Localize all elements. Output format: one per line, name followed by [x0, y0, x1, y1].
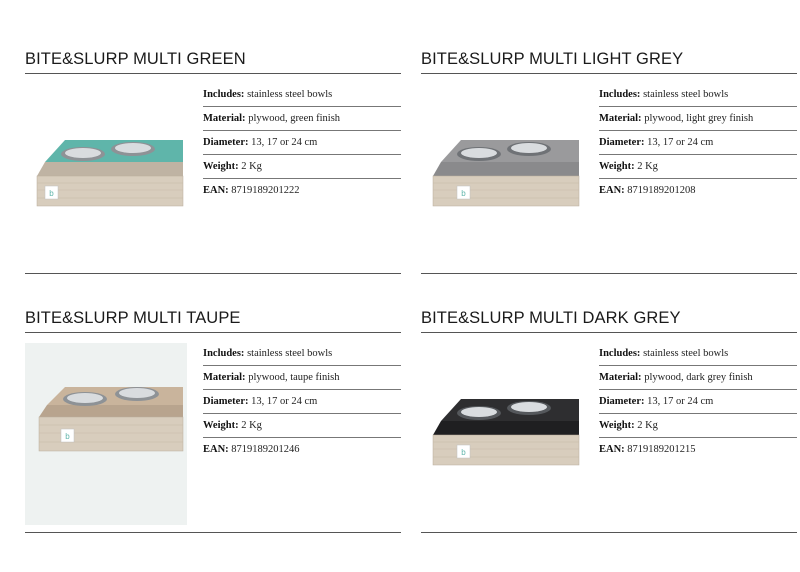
- svg-text:b: b: [461, 448, 466, 457]
- spec-material: Material: plywood, green finish: [203, 108, 401, 131]
- product-photo: [421, 341, 583, 469]
- spec-ean: EAN: 8719189201208: [599, 185, 696, 196]
- spec-diameter: Diameter: 13, 17 or 24 cm: [599, 391, 797, 414]
- product-title: BITE&SLURP MULTI DARK GREY: [421, 309, 681, 327]
- product-card-light-grey: [421, 48, 797, 298]
- spec-ean: EAN: 8719189201222: [203, 185, 300, 196]
- spec-ean: EAN: 8719189201246: [203, 444, 300, 455]
- spec-weight: Weight: 2 Kg: [599, 415, 797, 438]
- spec-list: [599, 343, 797, 462]
- product-card-green: [25, 48, 401, 298]
- product-photo: [25, 343, 187, 525]
- svg-text:b: b: [461, 189, 466, 198]
- spec-weight: Weight: 2 Kg: [599, 156, 797, 179]
- bottom-divider: [25, 273, 401, 274]
- spec-includes: Includes: stainless steel bowls: [599, 343, 797, 366]
- bottom-divider: [25, 532, 401, 533]
- spec-list: [599, 84, 797, 203]
- bottom-divider: [421, 273, 797, 274]
- title-divider: [421, 73, 797, 74]
- title-divider: [421, 332, 797, 333]
- spec-includes: Includes: stainless steel bowls: [599, 84, 797, 107]
- product-photo: [25, 82, 187, 210]
- title-divider: [25, 332, 401, 333]
- product-card-taupe: [25, 307, 401, 557]
- product-card-dark-grey: [421, 307, 797, 557]
- title-divider: [25, 73, 401, 74]
- spec-diameter: Diameter: 13, 17 or 24 cm: [203, 391, 401, 414]
- spec-list: [203, 84, 401, 203]
- svg-text:b: b: [49, 189, 54, 198]
- product-title: BITE&SLURP MULTI TAUPE: [25, 309, 241, 327]
- spec-list: [203, 343, 401, 462]
- spec-diameter: Diameter: 13, 17 or 24 cm: [599, 132, 797, 155]
- product-title: BITE&SLURP MULTI GREEN: [25, 50, 246, 68]
- spec-weight: Weight: 2 Kg: [203, 156, 401, 179]
- spec-diameter: Diameter: 13, 17 or 24 cm: [203, 132, 401, 155]
- bottom-divider: [421, 532, 797, 533]
- spec-ean: EAN: 8719189201215: [599, 444, 696, 455]
- product-title: BITE&SLURP MULTI LIGHT GREY: [421, 50, 684, 68]
- spec-material: Material: plywood, taupe finish: [203, 367, 401, 390]
- spec-includes: Includes: stainless steel bowls: [203, 343, 401, 366]
- spec-material: Material: plywood, light grey finish: [599, 108, 797, 131]
- spec-weight: Weight: 2 Kg: [203, 415, 401, 438]
- product-photo: [421, 82, 583, 210]
- spec-includes: Includes: stainless steel bowls: [203, 84, 401, 107]
- svg-text:b: b: [65, 432, 70, 441]
- spec-material: Material: plywood, dark grey finish: [599, 367, 797, 390]
